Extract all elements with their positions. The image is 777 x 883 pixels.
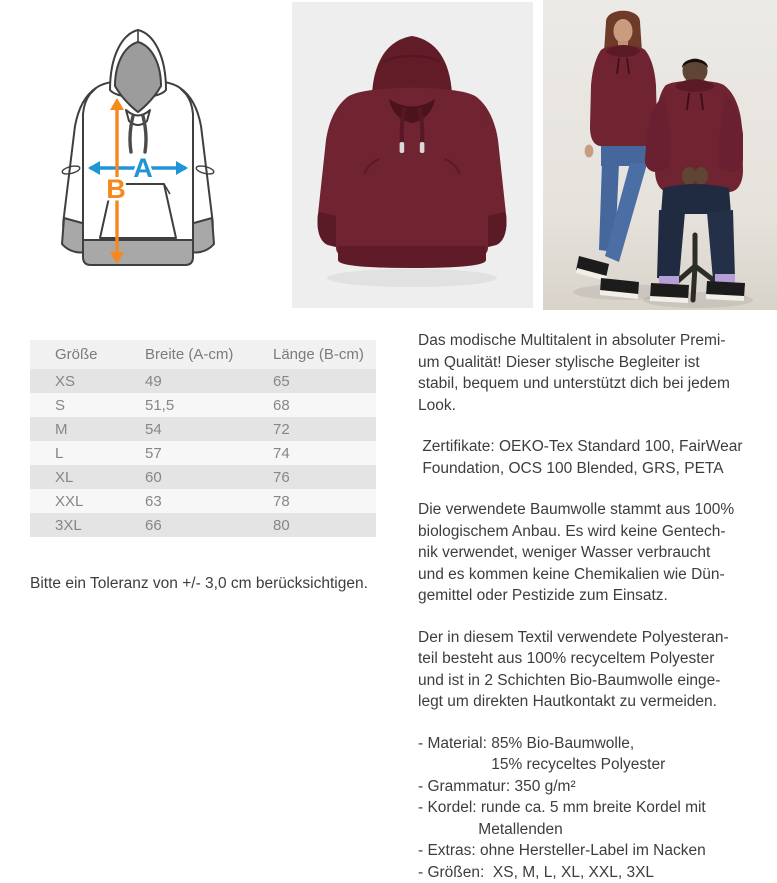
size-cell: M [30,421,145,438]
length-cell: 68 [273,397,376,414]
description-certificates: Zertifikate: OEKO-Tex Standard 100, FairWear Foundation, OCS 100 Blended, GRS, PETA [418,436,777,479]
size-cell: L [30,445,145,462]
hoodie-measurement-drawing-icon [40,18,240,296]
length-cell: 72 [273,421,376,438]
column-header-width: Breite (A-cm) [145,346,273,363]
description-specs-list: - Material: 85% Bio-Baumwolle, 15% recyceltes Polyester - Grammatur: 350 g/m² - Kordel: runde ca. 5 mm breite Kordel mit Metallenden - Extras: ohne Hersteller-Label im Nacken - Größen: XS, M, L, XL, XXL, 3XL [418,733,777,883]
width-cell: 51,5 [145,397,273,414]
width-cell: 63 [145,493,273,510]
length-cell: 74 [273,445,376,462]
models-wearing-hoodies-image [543,0,777,310]
length-cell: 76 [273,469,376,486]
table-row [30,369,376,393]
models-photo [543,0,777,310]
product-description [418,330,777,883]
table-row [30,393,376,417]
width-cell: 66 [145,517,273,534]
width-cell: 49 [145,373,273,390]
length-cell: 80 [273,517,376,534]
size-cell: XS [30,373,145,390]
table-row [30,441,376,465]
length-cell: 78 [273,493,376,510]
size-cell: S [30,397,145,414]
table-row [30,513,376,537]
width-cell: 54 [145,421,273,438]
description-intro: Das modische Multitalent in absoluter Premi- um Qualität! Dieser stylische Begleiter ist stabil, bequem und unterstützt dich bei jedem Look. [418,330,777,416]
burgundy-hoodie-image [292,2,533,308]
width-cell: 60 [145,469,273,486]
size-table [30,340,376,537]
table-row [30,417,376,441]
table-row [30,465,376,489]
column-header-length: Länge (B-cm) [273,346,376,363]
size-table-header [30,340,376,369]
tolerance-note: Bitte ein Toleranz von +/- 3,0 cm berücksichtigen. [30,575,368,593]
product-photo-hoodie [292,2,533,308]
width-cell: 57 [145,445,273,462]
size-cell: XXL [30,493,145,510]
column-header-size: Größe [30,346,145,363]
description-cotton: Die verwendete Baumwolle stammt aus 100% biologischem Anbau. Es wird keine Gentech- nik verwendet, weniger Wasser verbraucht und es kommen keine Chemikalien wie Dün- gemittel oder Pestizide zum Einsatz. [418,499,777,607]
size-cell: XL [30,469,145,486]
description-polyester: Der in diesem Textil verwendete Polyesteran- teil besteht aus 100% recyceltem Polyester und ist in 2 Schichten Bio-Baumwolle einge- legt um direkten Hautkontakt zu vermeiden. [418,627,777,713]
table-row [30,489,376,513]
size-cell: 3XL [30,517,145,534]
length-cell: 65 [273,373,376,390]
width-label: A [133,153,153,183]
length-label: B [106,174,126,204]
size-guide-diagram [40,18,240,296]
